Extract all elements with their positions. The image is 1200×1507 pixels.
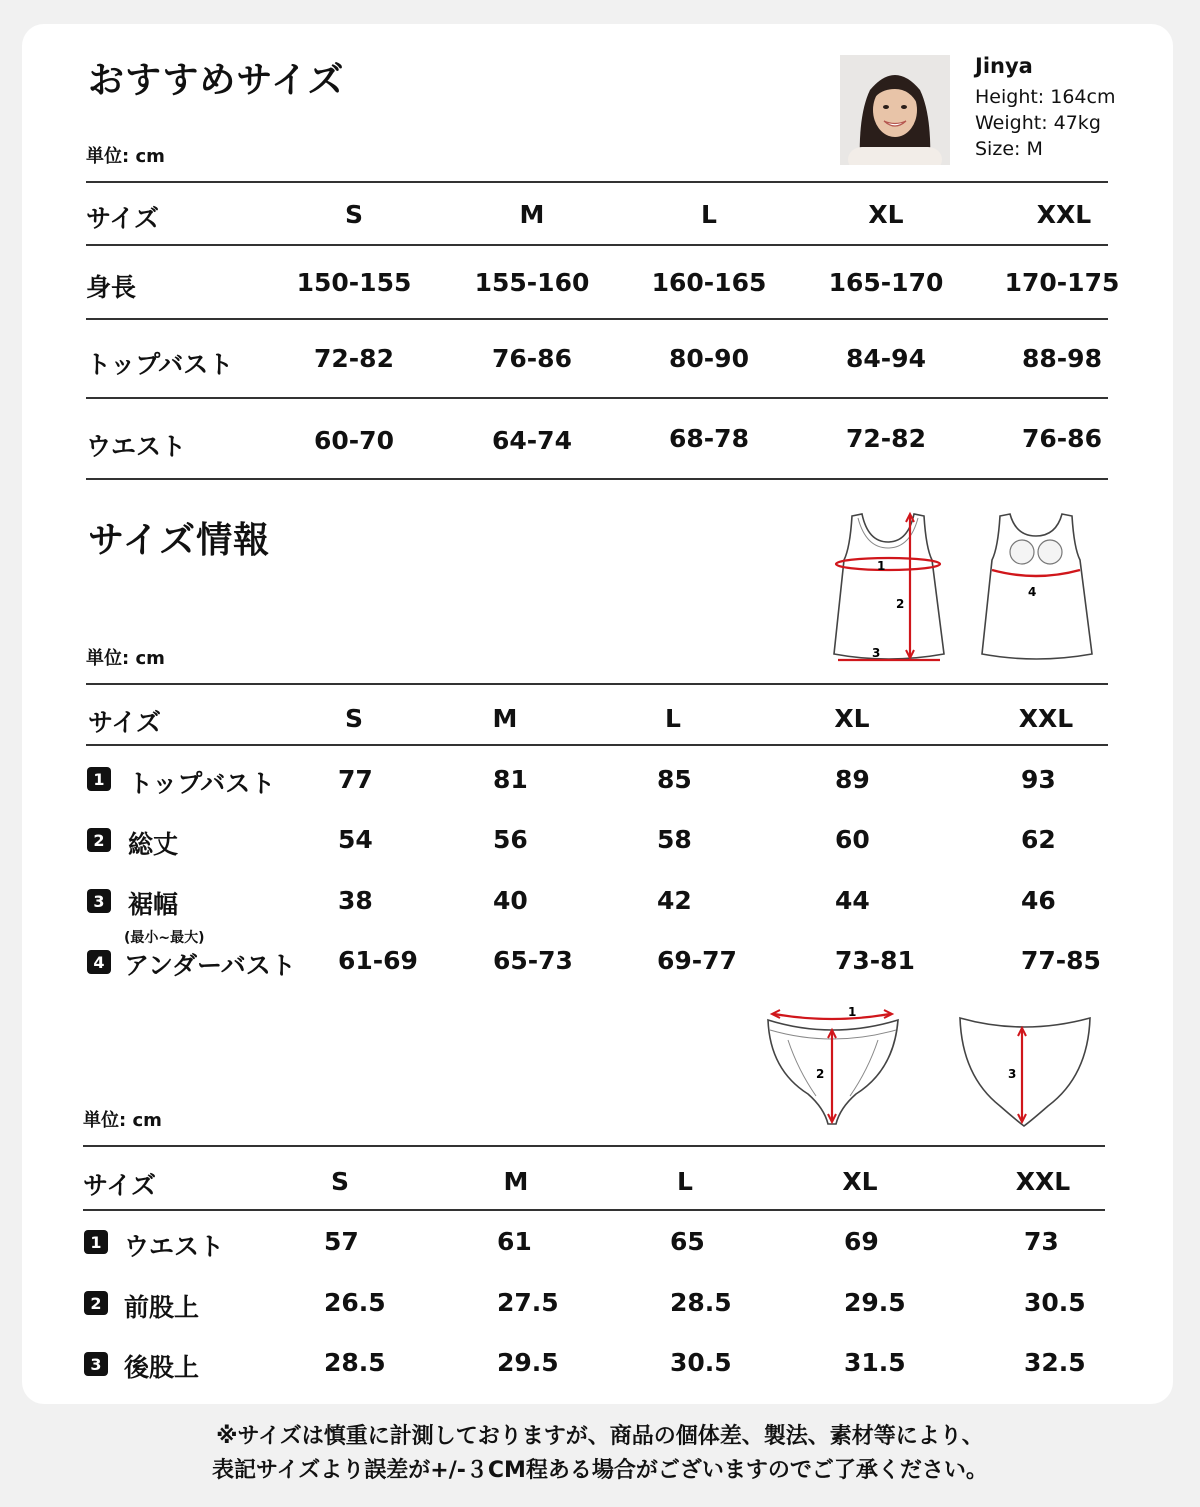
row-number-badge: 2	[84, 1291, 108, 1315]
table-cell: 28.5	[324, 1348, 386, 1377]
size-header: XXL	[1018, 704, 1074, 733]
table-cell: 72-82	[314, 344, 394, 373]
min-max-note: (最小~最大)	[124, 930, 205, 946]
table-cell: 58	[657, 825, 692, 854]
table-cell: 60	[835, 825, 870, 854]
disclaimer-line-2: 表記サイズより誤差が+/-３CM程ある場合がございますのでご了承ください。	[212, 1458, 988, 1483]
size-header-label: サイズ	[83, 1171, 157, 1200]
table-cell: 93	[1021, 765, 1056, 794]
row-number-badge: 2	[87, 828, 111, 852]
recommended-size-title: おすすめサイズ	[88, 60, 345, 101]
size-header: XL	[868, 200, 904, 229]
table-cell: 65-73	[493, 946, 573, 975]
table-cell: 29.5	[497, 1348, 559, 1377]
row-label-waist: ウエスト	[86, 432, 187, 461]
unit-label: 単位: cm	[83, 1110, 162, 1131]
row-number-badge: 1	[87, 767, 111, 791]
table-cell: 46	[1021, 886, 1056, 915]
tank-top-back-diagram	[976, 508, 1096, 668]
size-info-title: サイズ情報	[88, 520, 271, 561]
table-cell: 69	[844, 1227, 879, 1256]
row-label-hem-width: 裾幅	[128, 890, 179, 919]
divider	[86, 397, 1108, 399]
table-cell: 40	[493, 886, 528, 915]
row-label-height: 身長	[86, 273, 137, 302]
table-cell: 160-165	[651, 268, 767, 297]
table-cell: 170-175	[1004, 268, 1120, 297]
table-cell: 61-69	[338, 946, 418, 975]
table-cell: 29.5	[844, 1288, 906, 1317]
table-cell: 64-74	[492, 426, 572, 455]
divider	[86, 244, 1108, 246]
model-photo	[840, 55, 950, 165]
table-cell: 44	[835, 886, 870, 915]
table-cell: 88-98	[1022, 344, 1102, 373]
size-chart-card	[22, 24, 1173, 1404]
diagram-label: 1	[877, 559, 886, 573]
size-header: L	[701, 200, 717, 229]
tank-top-front-diagram	[828, 508, 948, 668]
size-header: XXL	[1015, 1167, 1071, 1196]
size-header: M	[492, 704, 518, 733]
table-cell: 69-77	[657, 946, 737, 975]
unit-label: 単位: cm	[86, 146, 165, 167]
table-cell: 76-86	[1022, 424, 1102, 453]
model-weight: Weight: 47kg	[975, 112, 1101, 134]
diagram-label: 2	[816, 1067, 825, 1081]
table-cell: 60-70	[314, 426, 394, 455]
briefs-back-diagram	[952, 1006, 1097, 1132]
table-cell: 150-155	[296, 268, 412, 297]
table-cell: 42	[657, 886, 692, 915]
model-info	[975, 54, 1115, 162]
table-cell: 61	[497, 1227, 532, 1256]
divider	[86, 478, 1108, 480]
divider	[86, 683, 1108, 685]
row-number-badge: 3	[87, 889, 111, 913]
table-cell: 73	[1024, 1227, 1059, 1256]
table-cell: 57	[324, 1227, 359, 1256]
size-header: XL	[842, 1167, 878, 1196]
size-header: L	[677, 1167, 693, 1196]
diagram-label: 3	[1008, 1067, 1017, 1081]
divider	[86, 744, 1108, 746]
model-height: Height: 164cm	[975, 86, 1116, 108]
briefs-front-diagram	[760, 1000, 905, 1132]
size-header: XL	[834, 704, 870, 733]
table-cell: 77	[338, 765, 373, 794]
table-cell: 80-90	[669, 344, 749, 373]
row-number-badge: 3	[84, 1352, 108, 1376]
divider	[86, 318, 1108, 320]
table-cell: 65	[670, 1227, 705, 1256]
table-cell: 62	[1021, 825, 1056, 854]
table-cell: 56	[493, 825, 528, 854]
size-header: S	[344, 200, 364, 229]
divider	[83, 1209, 1105, 1211]
table-cell: 85	[657, 765, 692, 794]
diagram-label: 2	[896, 597, 905, 611]
table-cell: 32.5	[1024, 1348, 1086, 1377]
model-name: Jinya	[975, 54, 1033, 78]
table-cell: 38	[338, 886, 373, 915]
row-number-badge: 4	[87, 950, 111, 974]
size-header: XXL	[1036, 200, 1092, 229]
row-label-waist: ウエスト	[124, 1232, 225, 1261]
unit-label: 単位: cm	[86, 648, 165, 669]
size-header: M	[503, 1167, 529, 1196]
row-label-total-length: 総丈	[128, 830, 179, 859]
table-cell: 27.5	[497, 1288, 559, 1317]
size-header: S	[344, 704, 364, 733]
diagram-label: 1	[848, 1005, 857, 1019]
row-label-top-bust: トップバスト	[86, 350, 234, 379]
size-header: S	[330, 1167, 350, 1196]
table-cell: 30.5	[670, 1348, 732, 1377]
table-cell: 68-78	[669, 424, 749, 453]
table-cell: 72-82	[846, 424, 926, 453]
size-header-label: サイズ	[88, 708, 162, 737]
size-header: M	[519, 200, 545, 229]
diagram-label: 3	[872, 646, 881, 660]
diagram-label: 4	[1028, 585, 1037, 599]
size-header-label: サイズ	[86, 204, 160, 233]
row-number-badge: 1	[84, 1230, 108, 1254]
table-cell: 31.5	[844, 1348, 906, 1377]
table-cell: 165-170	[828, 268, 944, 297]
row-label-front-rise: 前股上	[124, 1293, 200, 1322]
table-cell: 54	[338, 825, 373, 854]
row-label-back-rise: 後股上	[124, 1353, 200, 1382]
table-cell: 155-160	[474, 268, 590, 297]
disclaimer-line-1: ※サイズは慎重に計測しておりますが、商品の個体差、製法、素材等により、	[216, 1424, 984, 1449]
table-cell: 26.5	[324, 1288, 386, 1317]
row-label-under-bust: アンダーバスト	[124, 951, 296, 980]
table-cell: 81	[493, 765, 528, 794]
divider	[86, 181, 1108, 183]
size-header: L	[665, 704, 681, 733]
table-cell: 73-81	[835, 946, 915, 975]
table-cell: 77-85	[1021, 946, 1101, 975]
model-size: Size: M	[975, 138, 1043, 160]
divider	[83, 1145, 1105, 1147]
row-label-top-bust: トップバスト	[128, 769, 276, 798]
table-cell: 30.5	[1024, 1288, 1086, 1317]
table-cell: 84-94	[846, 344, 926, 373]
table-cell: 89	[835, 765, 870, 794]
table-cell: 28.5	[670, 1288, 732, 1317]
table-cell: 76-86	[492, 344, 572, 373]
